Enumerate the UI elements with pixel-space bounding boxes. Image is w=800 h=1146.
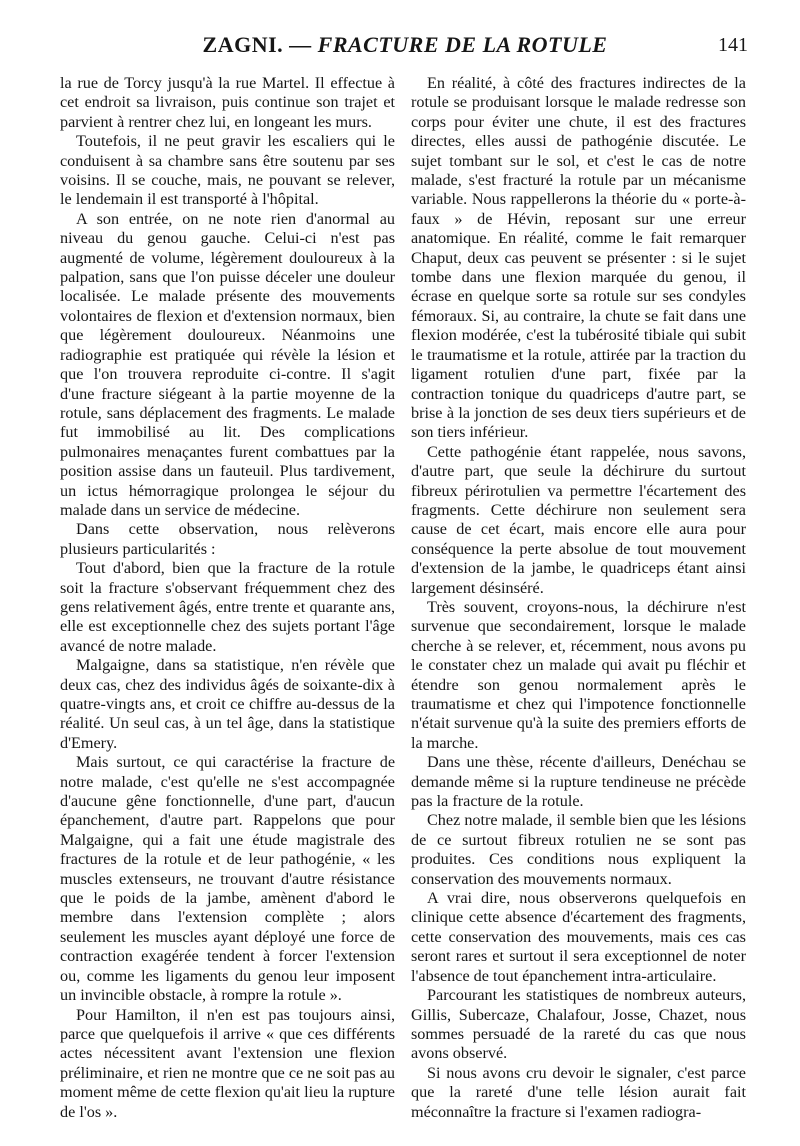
author-name: ZAGNI. [202, 32, 284, 57]
paragraph: Très souvent, croyons-nous, la déchirure n'est survenue que secondairement, lorsque le malade cherche à se relever, et, récemment, nous avons pu le constater chez un malade qui avait pu fléchir et étendre son genou normalement après le traumatisme et chez qui l'impotence fonctionnelle n'était survenue qu'à la suite des premiers efforts de la marche. [411, 597, 746, 752]
paragraph: Si nous avons cru devoir le signaler, c'est parce que la rareté d'une telle lésion aurait fait méconnaître la fracture si l'examen radiogra- [411, 1063, 746, 1121]
paragraph: Cette pathogénie étant rappelée, nous savons, d'autre part, que seule la déchirure du surtout fibreux périrotulien va permettre l'écartement des fragments. Cette déchirure non seulement sera cause de cet écart, mais encore elle aura pour conséquence la perte absolue de tout mouvement d'extension de la jambe, le quadriceps étant ainsi largement désinséré. [411, 442, 746, 597]
paragraph: la rue de Torcy jusqu'à la rue Martel. Il effectue à cet endroit sa livraison, puis continue son trajet et parvient à rentrer chez lui, en longeant les murs. [60, 74, 395, 131]
page-number: 141 [718, 34, 748, 56]
running-title [60, 32, 750, 58]
title-separator: — [289, 32, 312, 57]
paragraph: Malgaigne, dans sa statistique, n'en révèle que deux cas, chez des individus âgés de soixante-dix à quatre-vingts ans, et croit ce chiffre au-dessus de la réalité. Un seul cas, à un tel âge, dans la statistique d'Emery. [60, 656, 395, 752]
right-column [411, 74, 746, 1122]
paragraph: Toutefois, il ne peut gravir les escaliers qui le conduisent à sa chambre sans être soutenu par ses voisins. Il se couche, mais, ne pouvant se relever, le lendemain il est transporté à l'hôpital. [60, 132, 395, 209]
left-column [60, 74, 395, 1122]
paragraph: Pour Hamilton, il n'en est pas toujours ainsi, parce que quelquefois il arrive « que ces différents actes nécessitent avant l'extension une flexion préliminaire, et rien ne montre que ce ne soit pas au moment même de cette flexion qu'ait lieu la rupture de l'os ». [60, 1005, 395, 1121]
paragraph: Chez notre malade, il semble bien que les lésions de ce surtout fibreux rotulien ne se sont pas produites. Ces conditions nous expliquent la conservation des mouvements normaux. [411, 811, 746, 888]
paragraph: Parcourant les statistiques de nombreux auteurs, Gillis, Subercaze, Chalafour, Josse, Chazet, nous sommes persuadé de la rareté du cas que nous avons observé. [411, 986, 746, 1063]
article-title: FRACTURE DE LA ROTULE [317, 32, 608, 57]
paragraph: A son entrée, on ne note rien d'anormal au niveau du genou gauche. Celui-ci n'est pas augmenté de volume, légèrement douloureux à la palpation, sans que l'on puisse déceler une douleur localisée. Le malade présente des mouvements volontaires de flexion et d'extension normaux, bien que légèrement douloureux. Néanmoins une radiographie est pratiquée qui révèle la lésion et que l'on trouvera reproduite ci-contre. Il s'agit d'une fracture siégeant à la partie moyenne de la rotule, sans déplacement des fragments. Le malade fut immobilisé au lit. Des complications pulmonaires menaçantes furent combattues par la position assise dans un fauteuil. Plus tardivement, un ictus hémorragique prolongea le séjour du malade dans un service de médecine. [60, 209, 395, 519]
paragraph: Dans cette observation, nous relèverons plusieurs particularités : [60, 520, 395, 558]
paragraph: Dans une thèse, récente d'ailleurs, Denéchau se demande même si la rupture tendineuse ne précède pas la fracture de la rotule. [411, 753, 746, 811]
paragraph: A vrai dire, nous observerons quelquefois en clinique cette absence d'écartement des fragments, cette conservation des mouvements, mais ces cas seront rares et surtout il sera exceptionnel de noter l'absence de tout épanchement intra-articulaire. [411, 889, 746, 985]
paragraph: En réalité, à côté des fractures indirectes de la rotule se produisant lorsque le malade redresse son corps pour éviter une chute, il est des fractures directes, elles aussi de pathogénie discutée. Le sujet tombant sur le sol, et c'est le cas de notre malade, s'est fracturé la rotule par un mécanisme variable. Nous rappellerons la théorie du « porte-à-faux » de Hévin, reposant sur une erreur anatomique. En réalité, comme le fait remarquer Chaput, deux cas peuvent se présenter : si le sujet tombe dans une flexion marquée du genou, il écrase en quelque sorte sa rotule sur ses condyles fémoraux. Si, au contraire, la chute se fait dans une flexion modérée, c'est la tubérosité tibiale qui subit le traumatisme et la rotule, attirée par la traction du ligament rotulien d'une part, fixée par la contraction tonique du quadriceps d'autre part, se brise à la jonction de ses deux tiers supérieurs et de son tiers inférieur. [411, 74, 746, 442]
paragraph: Tout d'abord, bien que la fracture de la rotule soit la fracture s'observant fréquemment chez des gens relativement âgés, entre trente et quarante ans, elle est exceptionnelle chez des sujets portant l'âge avancé de notre malade. [60, 559, 395, 655]
running-header [60, 32, 750, 62]
paragraph: Mais surtout, ce qui caractérise la fracture de notre malade, c'est qu'elle ne s'est accompagnée d'aucune gêne fonctionnelle, d'une part, d'aucun épanchement, d'autre part. Rappelons que pour Malgaigne, qui a fait une étude magistrale des fractures de la rotule et de leur pathogénie, « les muscles extenseurs, ne trouvant d'autre résistance que le poids de la jambe, amènent d'abord le membre dans l'extension complète ; alors seulement les muscles ayant déployé une force de contraction exagérée tendent à forcer l'extension ou, comme les ligaments du genou leur imposent un invincible obstacle, à rompre la rotule ». [60, 753, 395, 1005]
